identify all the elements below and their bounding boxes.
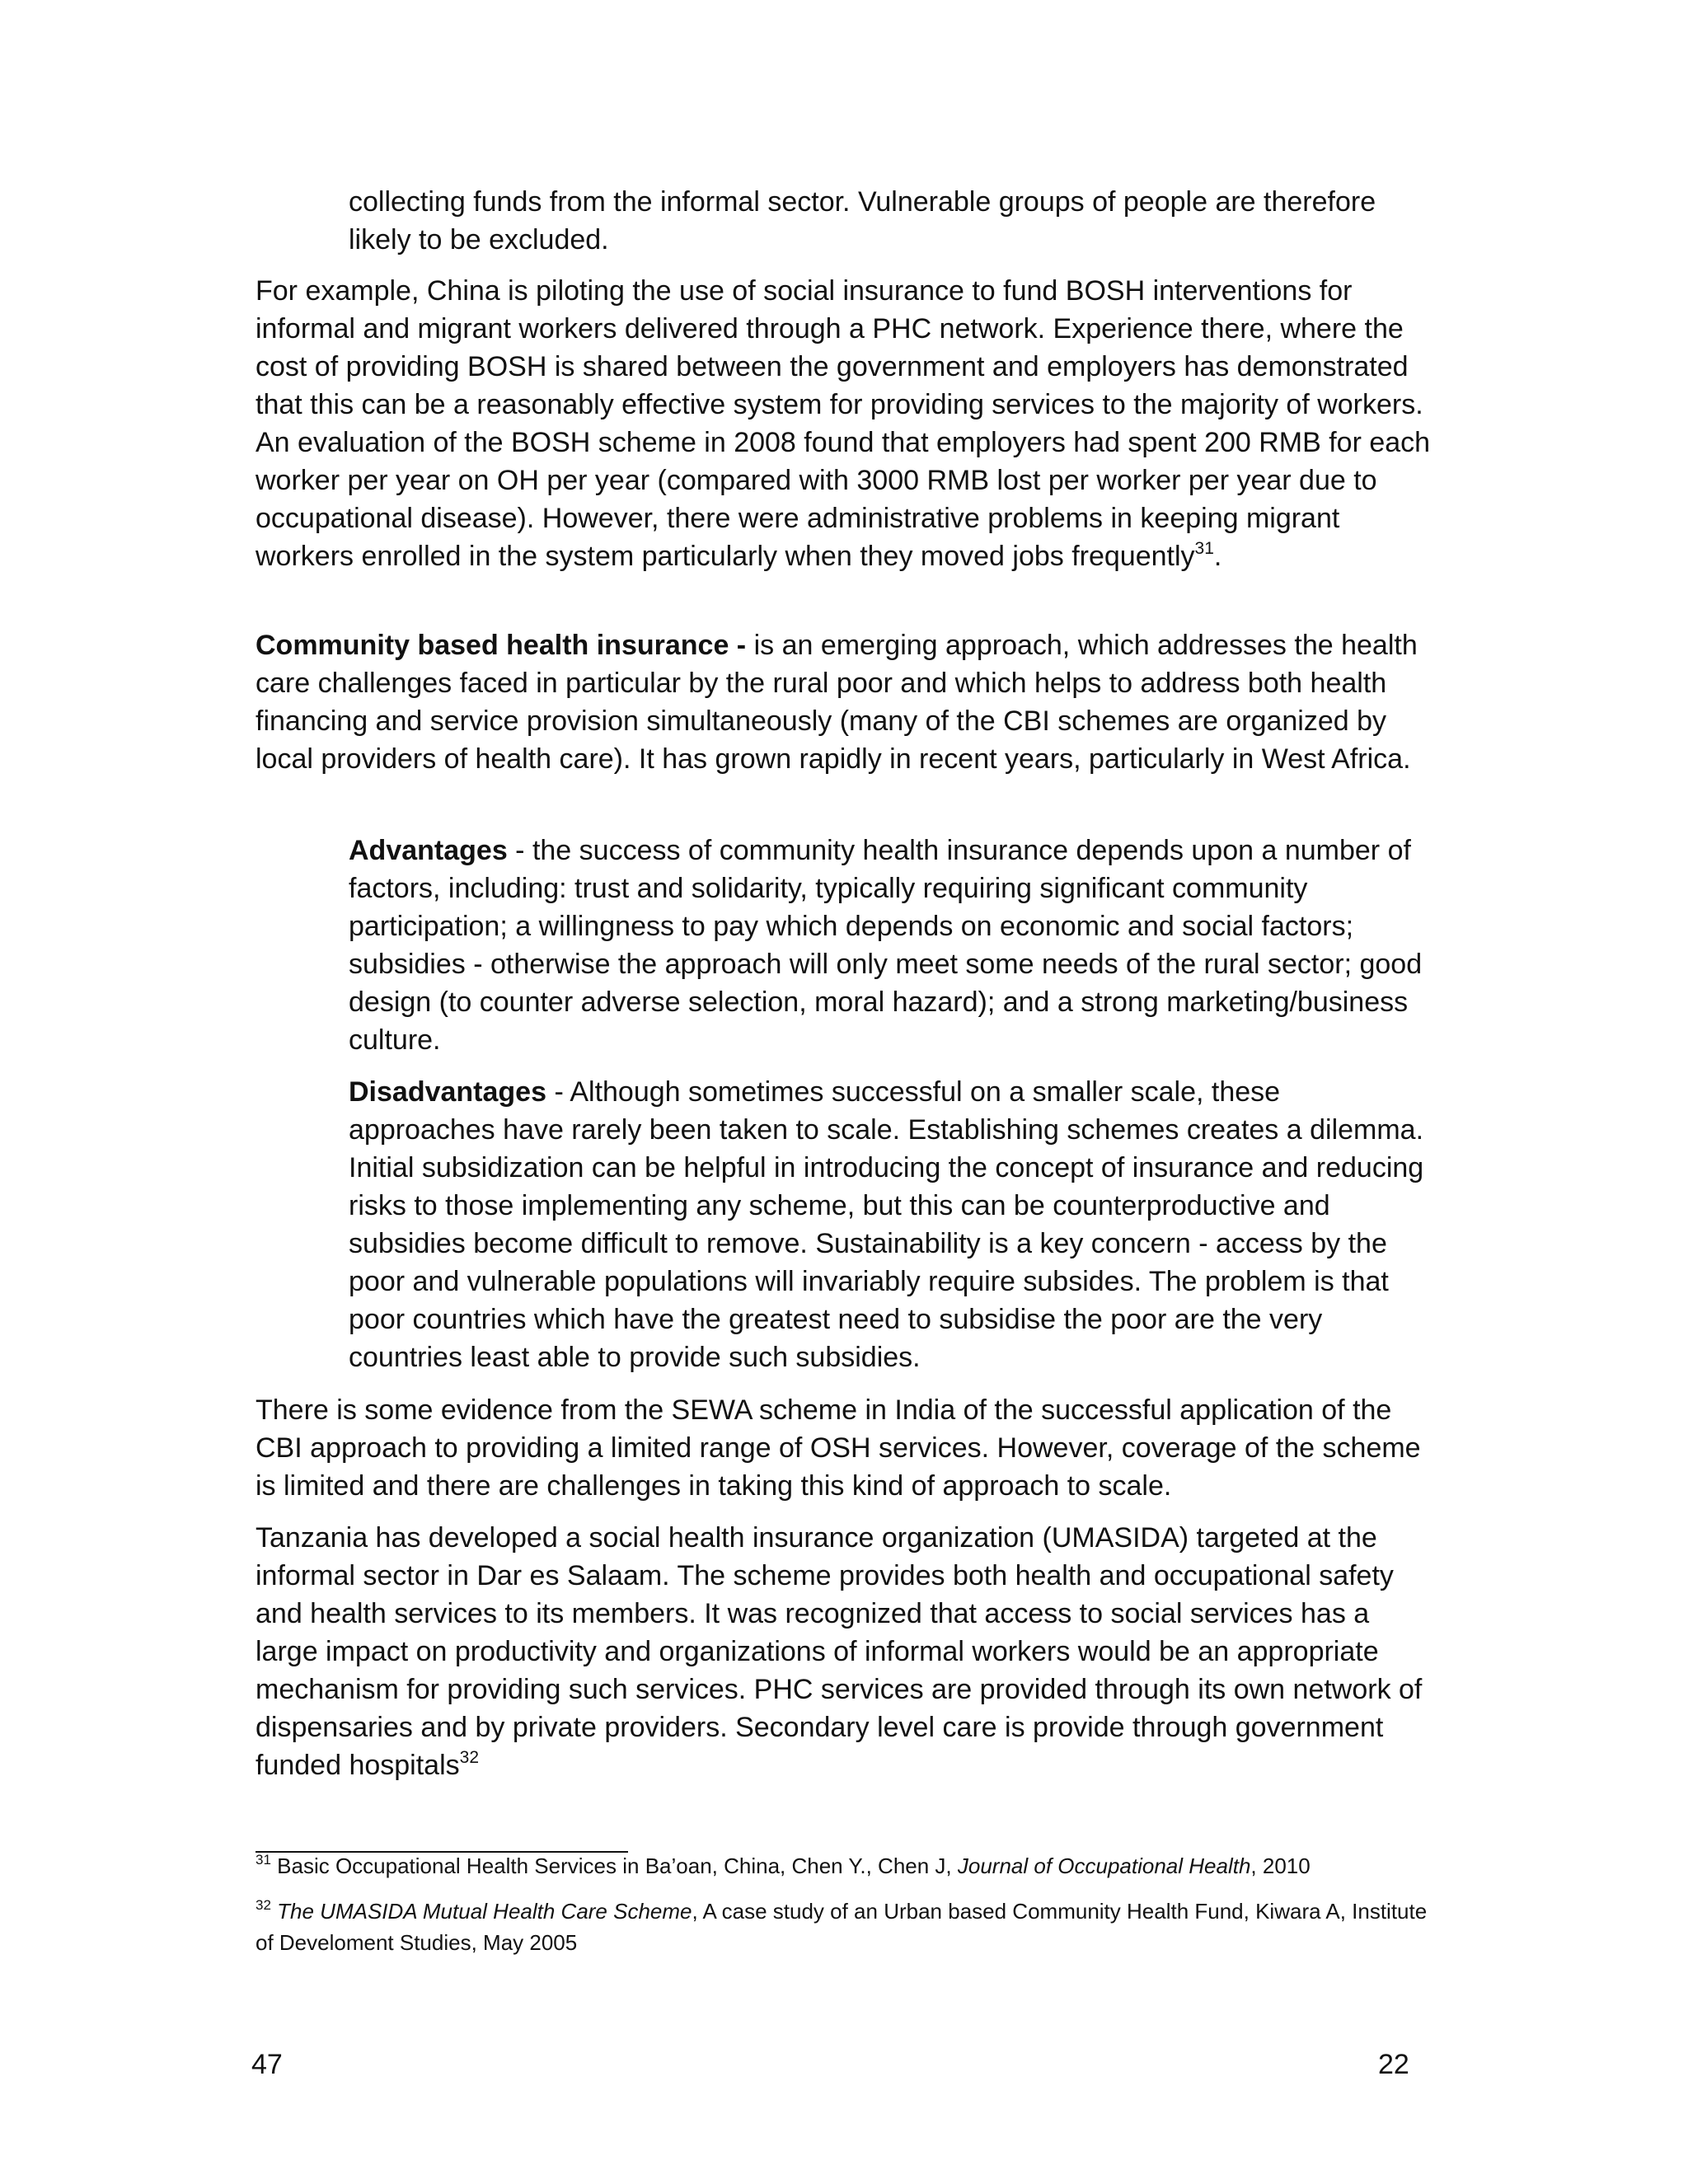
tanzania-text: Tanzania has developed a social health insurance organization (UMASIDA) targeted at the informal sector in Dar es Salaam. The scheme provides both health and occupational safety and health services to its members. It was recognized that access to social services has a large impact on productivity and organizations of informal workers would be an appropriate mechanism for providing such services. PHC services are provided through its own network of dispensaries and by private providers. Secondary level care is provide through government funded hospitals: [256, 1522, 1423, 1781]
footnote-32-title: The UMASIDA Mutual Health Care Scheme: [277, 1899, 692, 1924]
disadvantages-text: - Although sometimes successful on a smaller scale, these approaches have rarely been taken to scale. Establishing schemes creates a dilemma. Initial subsidization can be helpful in introducing the concept of insurance and reducing risks to those implementing any scheme, but this can be counterproductive and subsidies become difficult to remove. Sustainability is a key concern - access by the poor and vulnerable populations will invariably require subsides. The problem is that poor countries which have the greatest need to subsidise the poor are the very countries least able to provide such subsidies.: [349, 1076, 1424, 1373]
footnote-31-text: Basic Occupational Health Services in Ba’oan, China, Chen Y., Chen J,: [270, 1854, 958, 1878]
advantages-label: Advantages: [349, 835, 508, 866]
page-number-right: 22: [1378, 2049, 1409, 2080]
disadvantages-paragraph: [349, 1073, 1434, 1376]
cbi-heading: Community based health insurance -: [256, 630, 754, 661]
footnote-31-journal: Journal of Occupational Health: [957, 1854, 1251, 1878]
advantages-text: - the success of community health insurance depends upon a number of factors, including: trust and solidarity, typically requiring significant community participation; a willingness to pay which depends on economic and social factors; subsidies - otherwise the approach will only meet some needs of the rural sector; good design (to counter adverse selection, moral hazard); and a strong marketing/business culture.: [349, 835, 1423, 1056]
footnote-31: [256, 1850, 1434, 1882]
china-paragraph: [256, 272, 1434, 575]
continuation-paragraph: [349, 183, 1434, 259]
china-text: For example, China is piloting the use of social insurance to fund BOSH interventions for informal and migrant workers delivered through a PHC network. Experience there, where the cost of providing BOSH is shared between the government and employers has demonstrated that this can be a reasonably effective system for providing services to the majority of workers. An evaluation of the BOSH scheme in 2008 found that employers had spent 200 RMB for each worker per year on OH per year (compared with 3000 RMB lost per worker per year due to occupational disease). However, there were administrative problems in keeping migrant workers enrolled in the system particularly when they moved jobs frequently: [256, 275, 1431, 572]
footnote-31-number: 31: [256, 1852, 271, 1868]
footnote-32: [256, 1896, 1434, 1958]
advantages-paragraph: [349, 832, 1434, 1059]
footnote-31-year: , 2010: [1250, 1854, 1311, 1878]
cbi-paragraph: [256, 626, 1434, 778]
cbi-text: is an emerging approach, which addresses the health care challenges faced in particular by the rural poor and which helps to address both health financing and service provision simultaneously (many of the CBI schemes are organized by local providers of health care). It has grown rapidly in recent years, particularly in West Africa.: [256, 630, 1418, 775]
sewa-text: There is some evidence from the SEWA scheme in India of the successful application of the CBI approach to providing a limited range of OSH services. However, coverage of the scheme is limited and there are challenges in taking this kind of approach to scale.: [256, 1394, 1421, 1502]
sewa-paragraph: [256, 1391, 1434, 1505]
china-text-end: .: [1213, 541, 1222, 572]
footnote-ref-32[interactable]: 32: [459, 1748, 479, 1767]
page-number-left: 47: [251, 2049, 283, 2080]
continuation-text: collecting funds from the informal sector. Vulnerable groups of people are therefore likely to be excluded.: [349, 186, 1376, 255]
disadvantages-label: Disadvantages: [349, 1076, 546, 1108]
tanzania-paragraph: [256, 1519, 1434, 1784]
footnote-32-text: , A case study of an Urban based Community Health Fund, Kiwara A, Institute of Develoment Studies, May 2005: [256, 1899, 1428, 1955]
footnote-32-number: 32: [256, 1897, 271, 1913]
footnote-ref-31[interactable]: 31: [1194, 539, 1214, 558]
